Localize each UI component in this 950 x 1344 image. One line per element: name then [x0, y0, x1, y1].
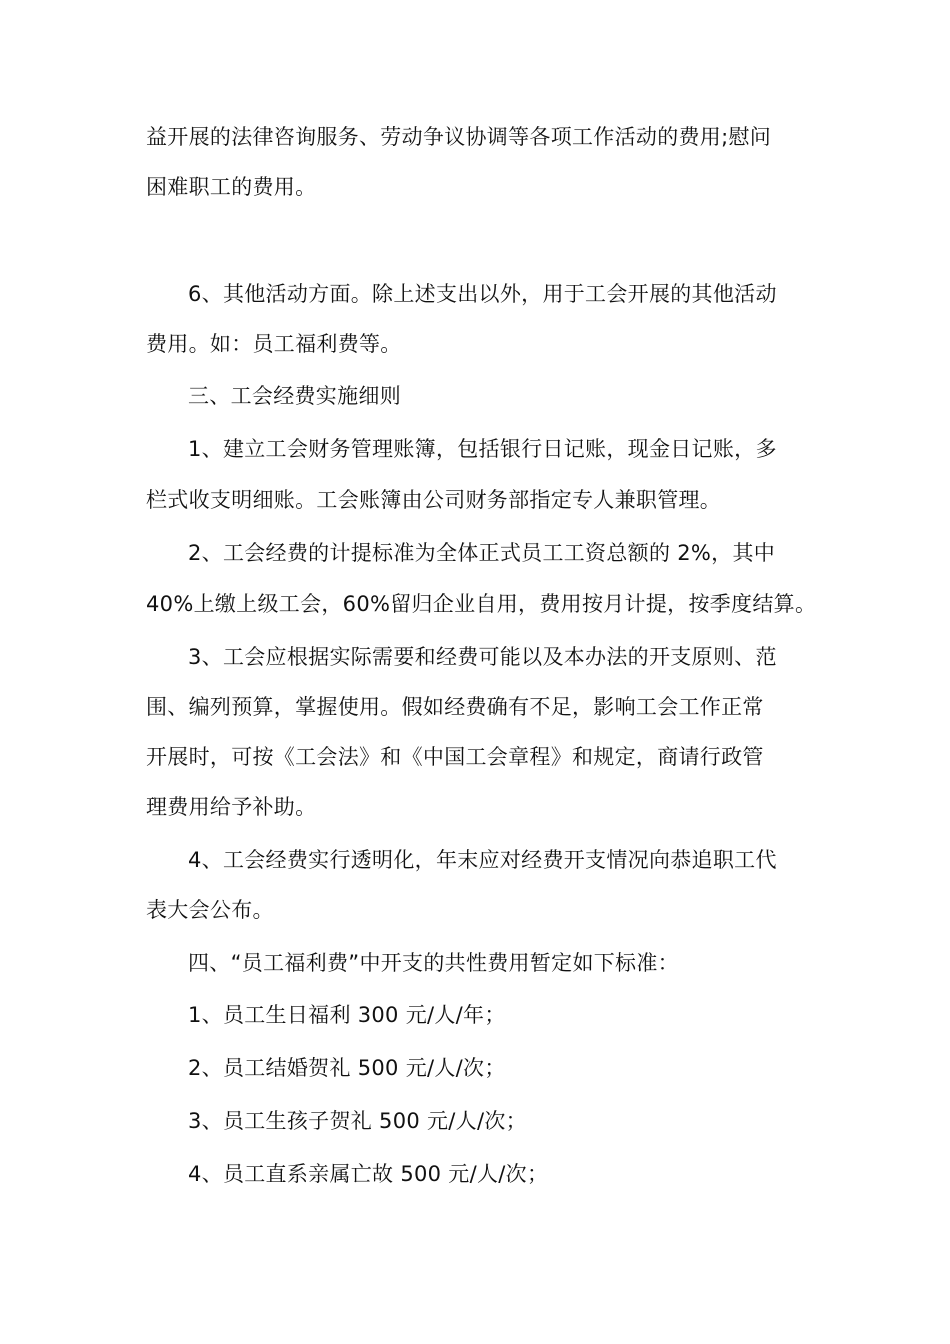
text-line: 开展时，可按《工会法》和《中国工会章程》和规定，商请行政管: [146, 745, 764, 769]
text-line: 6、其他活动方面。除上述支出以外，用于工会开展的其他活动: [188, 282, 777, 306]
text-line: 4、工会经费实行透明化，年末应对经费开支情况向恭追职工代: [188, 848, 777, 872]
text-line: 3、工会应根据实际需要和经费可能以及本办法的开支原则、范: [188, 645, 777, 669]
text-line: 1、建立工会财务管理账簿，包括银行日记账，现金日记账，多: [188, 437, 777, 461]
text-line: 益开展的法律咨询服务、劳动争议协调等各项工作活动的费用;慰问: [146, 125, 772, 149]
section-heading: 四、“员工福利费”中开支的共性费用暂定如下标准：: [188, 951, 679, 975]
list-item: 3、员工生孩子贺礼 500 元/人/次；: [188, 1109, 527, 1133]
text-line: 理费用给予补助。: [146, 795, 317, 819]
list-item: 2、员工结婚贺礼 500 元/人/次；: [188, 1056, 506, 1080]
text-line: 2、工会经费的计提标准为全体正式员工工资总额的 2%，其中: [188, 541, 776, 565]
section-heading: 三、工会经费实施细则: [188, 384, 401, 408]
list-item: 1、员工生日福利 300 元/人/年；: [188, 1003, 506, 1027]
list-item: 4、员工直系亲属亡故 500 元/人/次；: [188, 1162, 549, 1186]
text-line: 围、编列预算，掌握使用。假如经费确有不足，影响工会工作正常: [146, 695, 764, 719]
text-line: 表大会公布。: [146, 898, 274, 922]
text-line: 40%上缴上级工会，60%留归企业自用，费用按月计提，按季度结算。: [146, 592, 817, 616]
text-line: 困难职工的费用。: [146, 175, 317, 199]
text-line: 费用。如：员工福利费等。: [146, 332, 402, 356]
text-line: 栏式收支明细账。工会账簿由公司财务部指定专人兼职管理。: [146, 488, 722, 512]
